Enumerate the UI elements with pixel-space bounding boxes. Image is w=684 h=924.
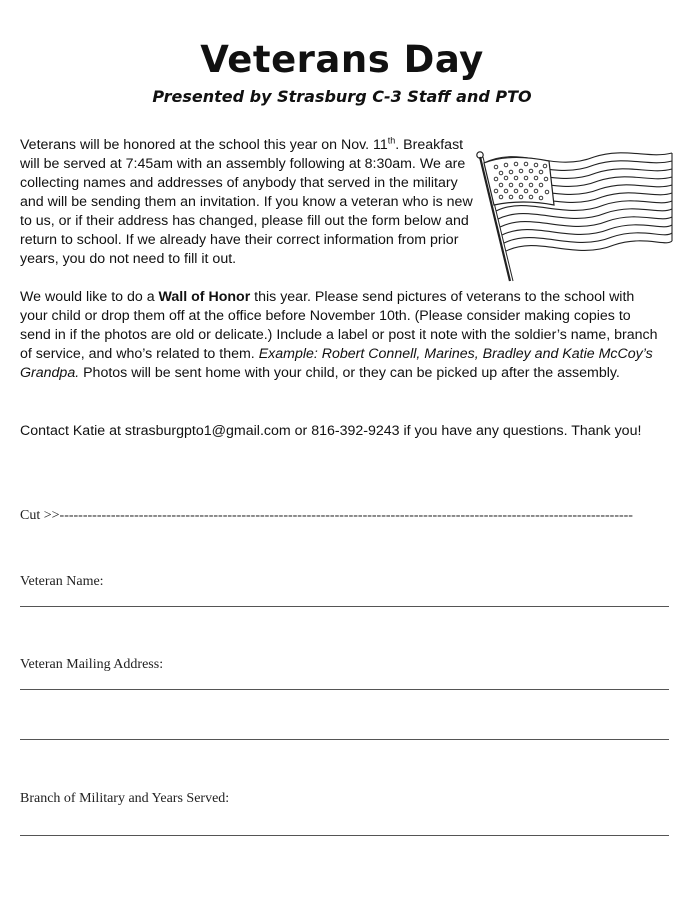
intro-text-part1: Veterans will be honored at the school this year on Nov. 11: [20, 137, 388, 153]
intro-text-part2: . Breakfast will be served at 7:45am with an assembly following at 8:30am. We are collecting names and addresses of anybody that served in the military and will be sending them an invitation. If you know a veteran who is new to us, or if their address has changed, please fill out the form below and return to school. If we already have their correct information from prior years, you do not need to fill it out.: [20, 137, 473, 267]
intro-superscript: th: [387, 135, 396, 146]
page-subtitle: Presented by Strasburg C-3 Staff and PTO: [152, 87, 532, 106]
american-flag-icon: [474, 143, 674, 283]
cut-label: Cut >>: [20, 508, 60, 523]
mailing-address-line-1[interactable]: [20, 689, 669, 690]
branch-years-label: Branch of Military and Years Served:: [20, 791, 230, 806]
veteran-name-line[interactable]: [20, 606, 669, 607]
veteran-name-label: Veteran Name:: [20, 574, 104, 589]
wall-text-part1: We would like to do a: [20, 289, 159, 305]
contact-line: Contact Katie at strasburgpto1@gmail.com or 816-392-9243 if you have any questions. Thank you!: [20, 423, 642, 439]
wall-of-honor-bold: Wall of Honor: [158, 289, 251, 305]
wall-of-honor-paragraph: [20, 288, 660, 383]
cut-line: [20, 508, 668, 524]
intro-paragraph: [20, 136, 480, 269]
mailing-address-line-2[interactable]: [20, 739, 669, 740]
mailing-address-label: Veteran Mailing Address:: [20, 657, 164, 672]
page-title: Veterans Day: [200, 38, 484, 81]
branch-years-line[interactable]: [20, 835, 669, 836]
wall-example-italic: Example: Robert Connell, Marines, Bradley and Katie McCoy’s Grandpa.: [20, 346, 653, 381]
wall-text-part2: this year. Please send pictures of veterans to the school with your child or drop them off at the office before November 10th. (Please consider making copies to send in if the photos are old or delicate.) Include a label or post it note with the soldier’s name, branch of service, and who’s related to them.: [20, 289, 658, 362]
wall-text-part3: Photos will be sent home with your child, or they can be picked up after the assembly.: [79, 365, 620, 381]
cut-dashes: ---------------------------------------------------------------------------------------------------------------------------: [59, 508, 633, 523]
